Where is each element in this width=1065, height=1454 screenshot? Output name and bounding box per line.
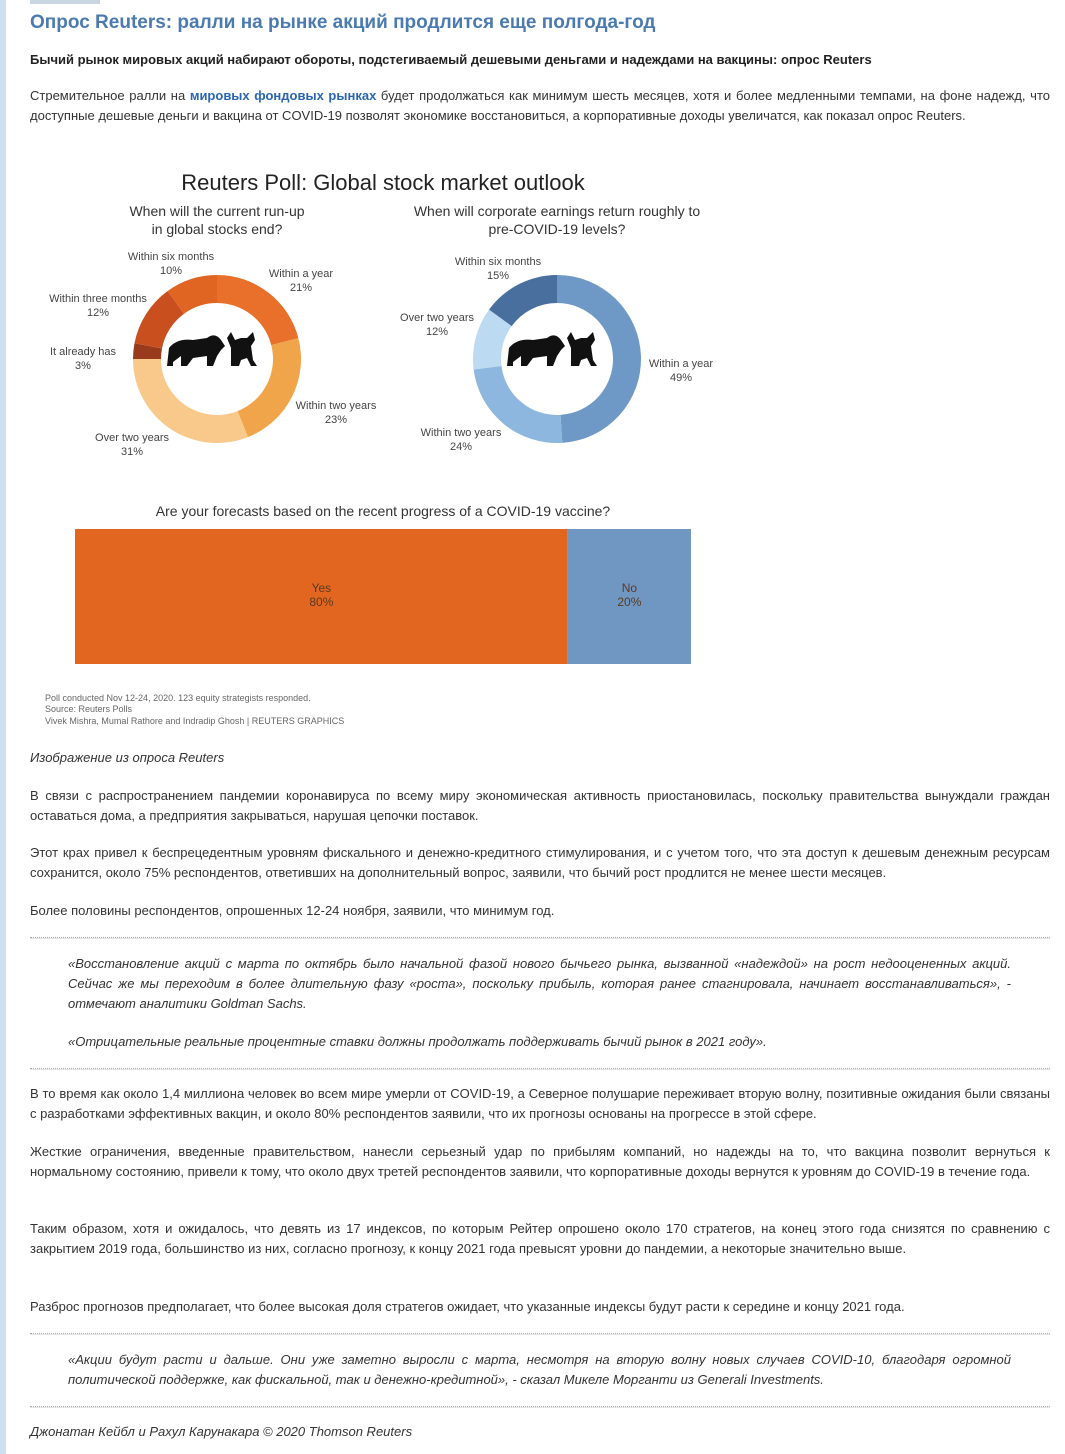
paragraph-2: В связи с распространением пандемии коронавируса по всему миру экономическая активность приостановилась, поскольку правительства вынуждали граждан оставаться дома, а предприятия закрываться, нарушая цепочки поставок. — [30, 788, 1050, 823]
blockquote-goldman: «Восстановление акций с марта по октябрь было начальной фазой нового бычьего рынка, вызванной «надеждой» на рост недооцененных акций. Сейчас же мы переходим в более длительную фазу «роста», поскольку прибыль, которая ранее стагнировала, начинает восстанавливаться», - отмечают аналитики Goldman Sachs. — [68, 956, 1011, 1011]
donut1-label-over-two-years: Over two years — [95, 432, 169, 444]
donut1-label-within-six-months: Within six months — [127, 251, 215, 263]
donut-earnings-return — [473, 275, 641, 443]
donut2-label-within-two-years: Within two years — [420, 427, 502, 439]
poll-graphic — [0, 150, 780, 740]
donut1-value-within-two-years: 23% — [324, 414, 348, 426]
donut2-value-over-two-years: 12% — [425, 326, 449, 338]
byline: Джонатан Кейбл и Рахул Карунакара © 2020 Thomson Reuters — [30, 1424, 413, 1439]
figure-footnote-source: Source: Reuters Polls — [45, 704, 133, 714]
bear-and-bull-icon — [167, 332, 257, 366]
figure-footnote-credits: Vivek Mishra, Mumal Rathore and Indradip Ghosh | REUTERS GRAPHICS — [45, 716, 345, 726]
paragraph-8: Разброс прогнозов предполагает, что более высокая доля стратегов ожидает, что указанные индексы будут расти к середине и концу 2021 года. — [30, 1299, 905, 1314]
donut-run-up-end — [133, 275, 301, 443]
blockquote-morganti: «Акции будут расти и дальше. Они уже заметно выросли с марта, несмотря на вторую волну новых случаев COVID-10, благодаря огромной политической поддержке, как фискальной, так и денежно-кредитной», - сказал Микеле Морганти из Generali Investments. — [68, 1352, 1011, 1387]
paragraph-4: Более половины респондентов, опрошенных 12-24 ноября, заявили, что минимум год. — [30, 903, 555, 918]
donut2-title-line1: When will corporate earnings return roughly to — [413, 203, 701, 219]
figure-title: Reuters Poll: Global stock market outlook — [181, 170, 585, 195]
donut2-label-within-a-year: Within a year — [648, 358, 714, 370]
bar-label-yes: Yes — [311, 581, 332, 595]
donut2-value-within-six-months: 15% — [486, 270, 510, 282]
donut2-label-over-two-years: Over two years — [400, 312, 474, 324]
paragraph-5: В то время как около 1,4 миллиона человек во всем мире умерли от COVID-19, а Северное полушарие переживает вторую волну, позитивные ожидания были связаны с разработками эффективных вакцин, и около 80% респондентов заявили, что их прогнозы основаны на прогрессе в этой сфере. — [30, 1086, 1050, 1121]
donut1-title-line1: When will the current run-up — [129, 203, 305, 219]
bear-and-bull-icon-2 — [507, 332, 597, 366]
donut1-value-within-a-year: 21% — [289, 282, 313, 294]
donut2-value-within-a-year: 49% — [669, 372, 693, 384]
paragraph-1: Стремительное ралли на мировых фондовых рынках будет продолжаться как минимум шесть месяцев, хотя и более медленными темпами, на фоне надежд, что доступные дешевые деньги и вакцина от COVID-19 позволят экономике восстановиться, а корпоративные доходы увеличатся, как показал опрос Reuters. — [30, 88, 1050, 123]
divider — [30, 1333, 1050, 1335]
donut1-value-over-two-years: 31% — [120, 446, 144, 458]
donut2-title-line2: pre-COVID-19 levels? — [488, 221, 626, 237]
donut1-label-within-two-years: Within two years — [295, 400, 377, 412]
donut1-slice-over-two-years — [133, 359, 248, 443]
vaccine-bar — [75, 529, 691, 664]
paragraph-7: Таким образом, хотя и ожидалось, что девять из 17 индексов, по которым Рейтер опрошено около 170 стратегов, на конец этого года снизятся по сравнению с закрытием 2019 года, большинство из них, согласно прогнозу, к концу 2021 года превысят уровни до пандемии, а некоторые значительно выше. — [30, 1221, 1050, 1256]
divider — [30, 1406, 1050, 1408]
reuters-poll-figure — [0, 150, 780, 740]
divider — [30, 1068, 1050, 1070]
donut1-value-it-already-has: 3% — [75, 360, 91, 372]
paragraph-3: Этот крах привел к беспрецедентным уровням фискального и денежно-кредитного стимулирования, и с учетом того, что эта доступ к дешевым денежным ресурсам сохранится, около 75% респондентов, ответивших на дополнительный вопрос, заявили, что бычий рост продлится не менее шести месяцев. — [30, 845, 1050, 880]
donut1-value-within-three-months: 12% — [86, 307, 110, 319]
donut2-value-within-two-years: 24% — [449, 441, 473, 453]
donut1-label-within-a-year: Within a year — [268, 268, 334, 280]
divider — [30, 937, 1050, 939]
image-caption: Изображение из опроса Reuters — [30, 750, 225, 765]
stock-markets-link[interactable]: мировых фондовых рынках — [189, 88, 377, 103]
donut1-slice-within-a-year — [217, 275, 298, 345]
donut2-slice-within-a-year — [557, 275, 641, 443]
donut1-label-within-three-months: Within three months — [49, 293, 147, 305]
donut2-label-within-six-months: Within six months — [454, 256, 542, 268]
blockquote-rates: «Отрицательные реальные процентные ставки должны продолжать поддерживать бычий рынок в 2021 году». — [68, 1034, 767, 1049]
top-cropped-label — [30, 0, 100, 4]
article-lead: Бычий рынок мировых акций набирают обороты, подстегиваемый дешевыми деньгами и надеждами на вакцины: опрос Reuters — [30, 52, 872, 67]
figure-footnote-poll: Poll conducted Nov 12-24, 2020. 123 equity strategists responded. — [45, 693, 311, 703]
bar-value-no: 20% — [617, 595, 642, 609]
bar-label-no: No — [621, 581, 638, 595]
bar-value-yes: 80% — [309, 595, 334, 609]
donut1-label-it-already-has: It already has — [49, 346, 117, 358]
paragraph-6: Жесткие ограничения, введенные правительством, нанесли серьезный удар по прибылям компаний, но надежды на то, что вакцина позволит вернуться к нормальному состоянию, привели к тому, что около двух третей респондентов заявили, что корпоративные доходы вернутся к уровням до COVID-19 в течение года. — [30, 1144, 1050, 1179]
bar-question: Are your forecasts based on the recent progress of a COVID-19 vaccine? — [155, 503, 611, 519]
donut1-value-within-six-months: 10% — [159, 265, 183, 277]
article-title[interactable]: Опрос Reuters: ралли на рынке акций продлится еще полгода-год — [30, 12, 656, 33]
donut1-title-line2: in global stocks end? — [151, 221, 283, 237]
